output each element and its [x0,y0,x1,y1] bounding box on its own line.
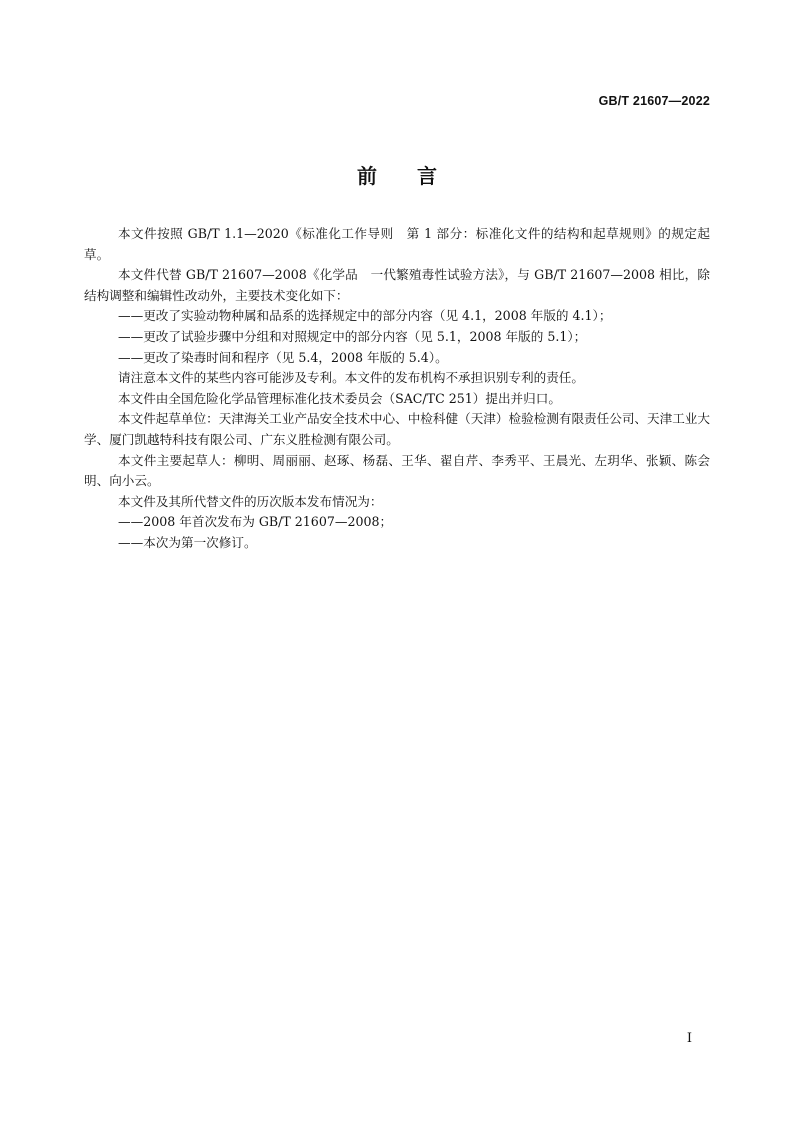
history-item-1: ——2008 年首次发布为 GB/T 21607—2008； [118,514,393,530]
paragraph-history: 本文件及其所代替文件的历次版本发布情况为： [118,493,383,509]
paragraph-proposer: 本文件由全国危险化学品管理标准化技术委员会（SAC/TC 251）提出并归口。 [118,390,561,406]
change-item-3: ——更改了染毒时间和程序（见 5.4，2008 年版的 5.4）。 [118,349,448,365]
paragraph-drafting-units: 本文件起草单位：天津海关工业产品安全技术中心、中检科健（天津）检验检测有限责任公司、天津工业大学、厦门凯越特科技有限公司、广东义胜检测有限公司。 [84,411,710,447]
paragraph-replacement: 本文件代替 GB/T 21607—2008《化学品 一代繁殖毒性试验方法》，与 GB/T 21607—2008 相比，除结构调整和编辑性改动外，主要技术变化如下： [84,267,710,303]
history-item-2: ——本次为第一次修订。 [118,534,257,550]
page-title: 前 言 [357,164,437,188]
page-number: I [686,1031,692,1046]
change-item-2: ——更改了试验步骤中分组和对照规定中的部分内容（见 5.1，2008 年版的 5.1）； [118,328,587,344]
paragraph-drafting-rules: 本文件按照 GB/T 1.1—2020《标准化工作导则 第 1 部分：标准化文件的结构和起草规则》的规定起草。 [84,226,710,262]
change-item-1: ——更改了实验动物种属和品系的选择规定中的部分内容（见 4.1，2008 年版的 4.1）； [118,308,612,324]
document-body [84,224,710,554]
paragraph-patent-notice: 请注意本文件的某些内容可能涉及专利。本文件的发布机构不承担识别专利的责任。 [118,370,584,386]
paragraph-drafters: 本文件主要起草人：柳明、周丽丽、赵琢、杨磊、王华、翟自芹、李秀平、王晨光、左玥华、张颖、陈会明、向小云。 [84,452,710,489]
standard-code: GB/T 21607—2022 [598,94,710,108]
